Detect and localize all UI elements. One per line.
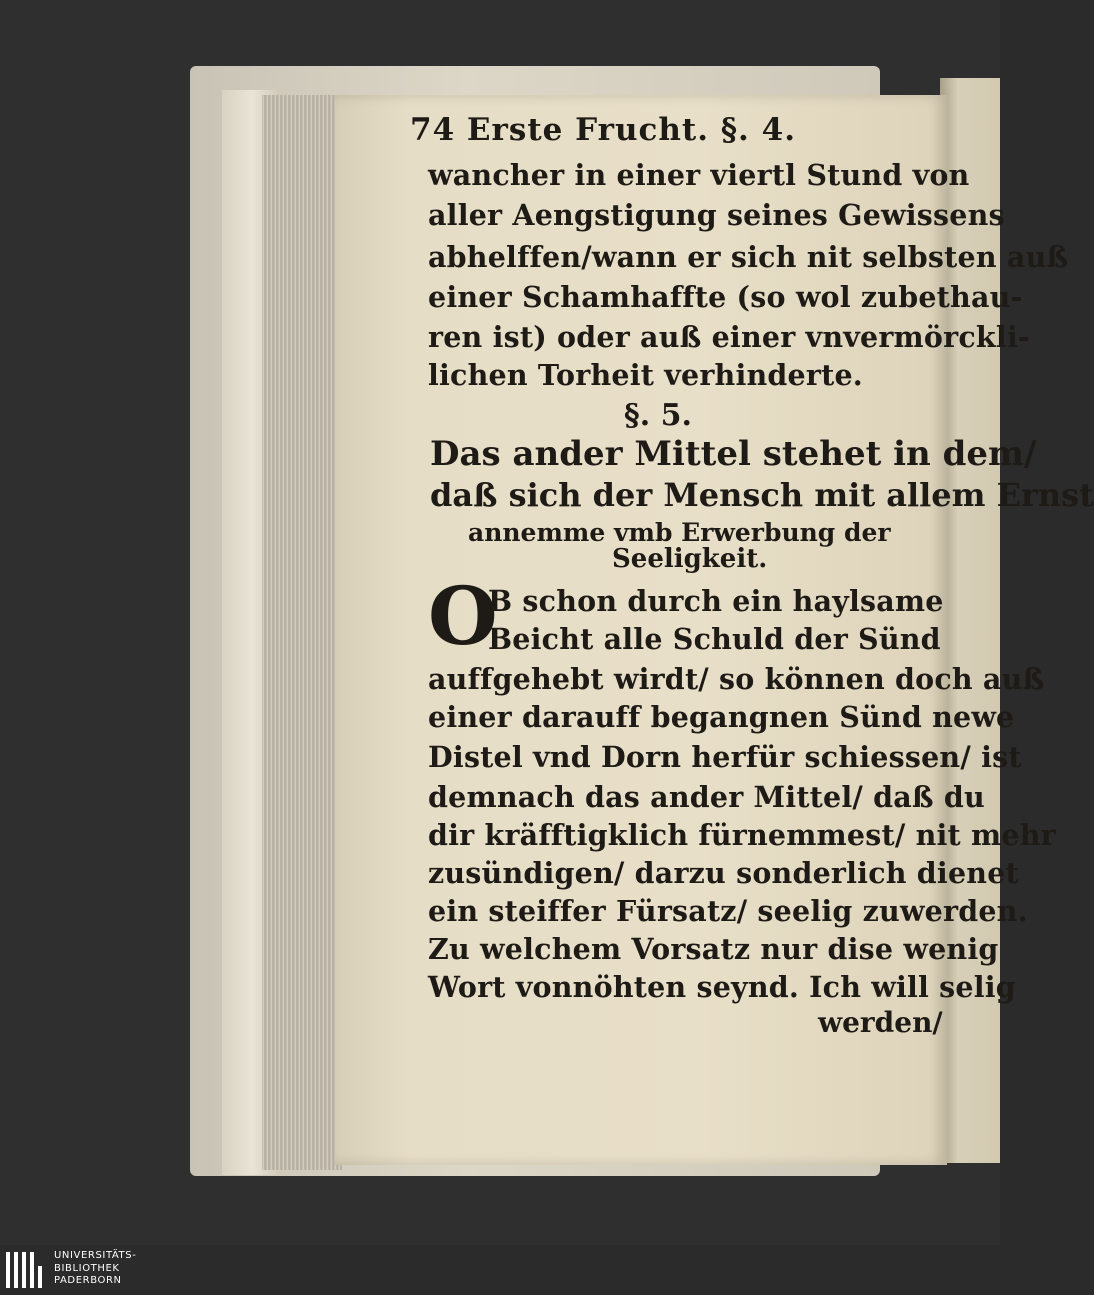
text-line: aller Aengstigung seines Gewissens bbox=[428, 198, 1005, 232]
footer-bar bbox=[0, 1245, 1000, 1295]
section-title: annemme vmb Erwerbung der bbox=[468, 518, 891, 547]
logo-line: BIBLIOTHEK bbox=[54, 1262, 120, 1274]
text-line: zusündigen/ darzu sonderlich dienet bbox=[428, 856, 1019, 890]
library-logo-icon bbox=[6, 1252, 46, 1288]
text-line: Wort vonnöhten seynd. Ich will selig bbox=[428, 970, 1016, 1004]
page-header: 74 Erste Frucht. §. 4. bbox=[410, 112, 796, 148]
text-line: Beicht alle Schuld der Sünd bbox=[488, 622, 941, 656]
text-line: einer Schamhaffte (so wol zubethau- bbox=[428, 280, 1023, 314]
text-line: Zu welchem Vorsatz nur dise wenig bbox=[428, 932, 999, 966]
page-edges bbox=[262, 95, 342, 1170]
logo-line: UNIVERSITÄTS- bbox=[54, 1250, 137, 1261]
drop-initial: O bbox=[428, 569, 498, 663]
section-title: Seeligkeit. bbox=[612, 544, 768, 574]
section-title: daß sich der Mensch mit allem Ernst bbox=[430, 476, 1094, 514]
logo-line: PADERBORN bbox=[54, 1275, 122, 1286]
library-logo-text bbox=[54, 1250, 136, 1288]
text-line: B schon durch ein haylsame bbox=[488, 584, 944, 618]
text-line: einer darauff begangnen Sünd newe bbox=[428, 700, 1015, 734]
text-line: ren ist) oder auß einer vnvermörckli- bbox=[428, 320, 1030, 354]
catchword: werden/ bbox=[818, 1006, 943, 1039]
text-line: auffgehebt wirdt/ so können doch auß bbox=[428, 662, 1045, 696]
text-line: abhelffen/wann er sich nit selbsten auß bbox=[428, 240, 1069, 274]
text-line: Distel vnd Dorn herfür schiessen/ ist bbox=[428, 740, 1022, 774]
section-title: Das ander Mittel stehet in dem/ bbox=[430, 434, 1037, 474]
text-line: demnach das ander Mittel/ daß du bbox=[428, 780, 985, 814]
text-line: dir kräfftigklich fürnemmest/ nit mehr bbox=[428, 818, 1056, 852]
text-line: ein steiffer Fürsatz/ seelig zuwerden. bbox=[428, 894, 1028, 928]
text-line: lichen Torheit verhinderte. bbox=[428, 358, 863, 392]
text-line: wancher in einer viertl Stund von bbox=[428, 158, 970, 192]
section-mark: §. 5. bbox=[624, 398, 692, 433]
